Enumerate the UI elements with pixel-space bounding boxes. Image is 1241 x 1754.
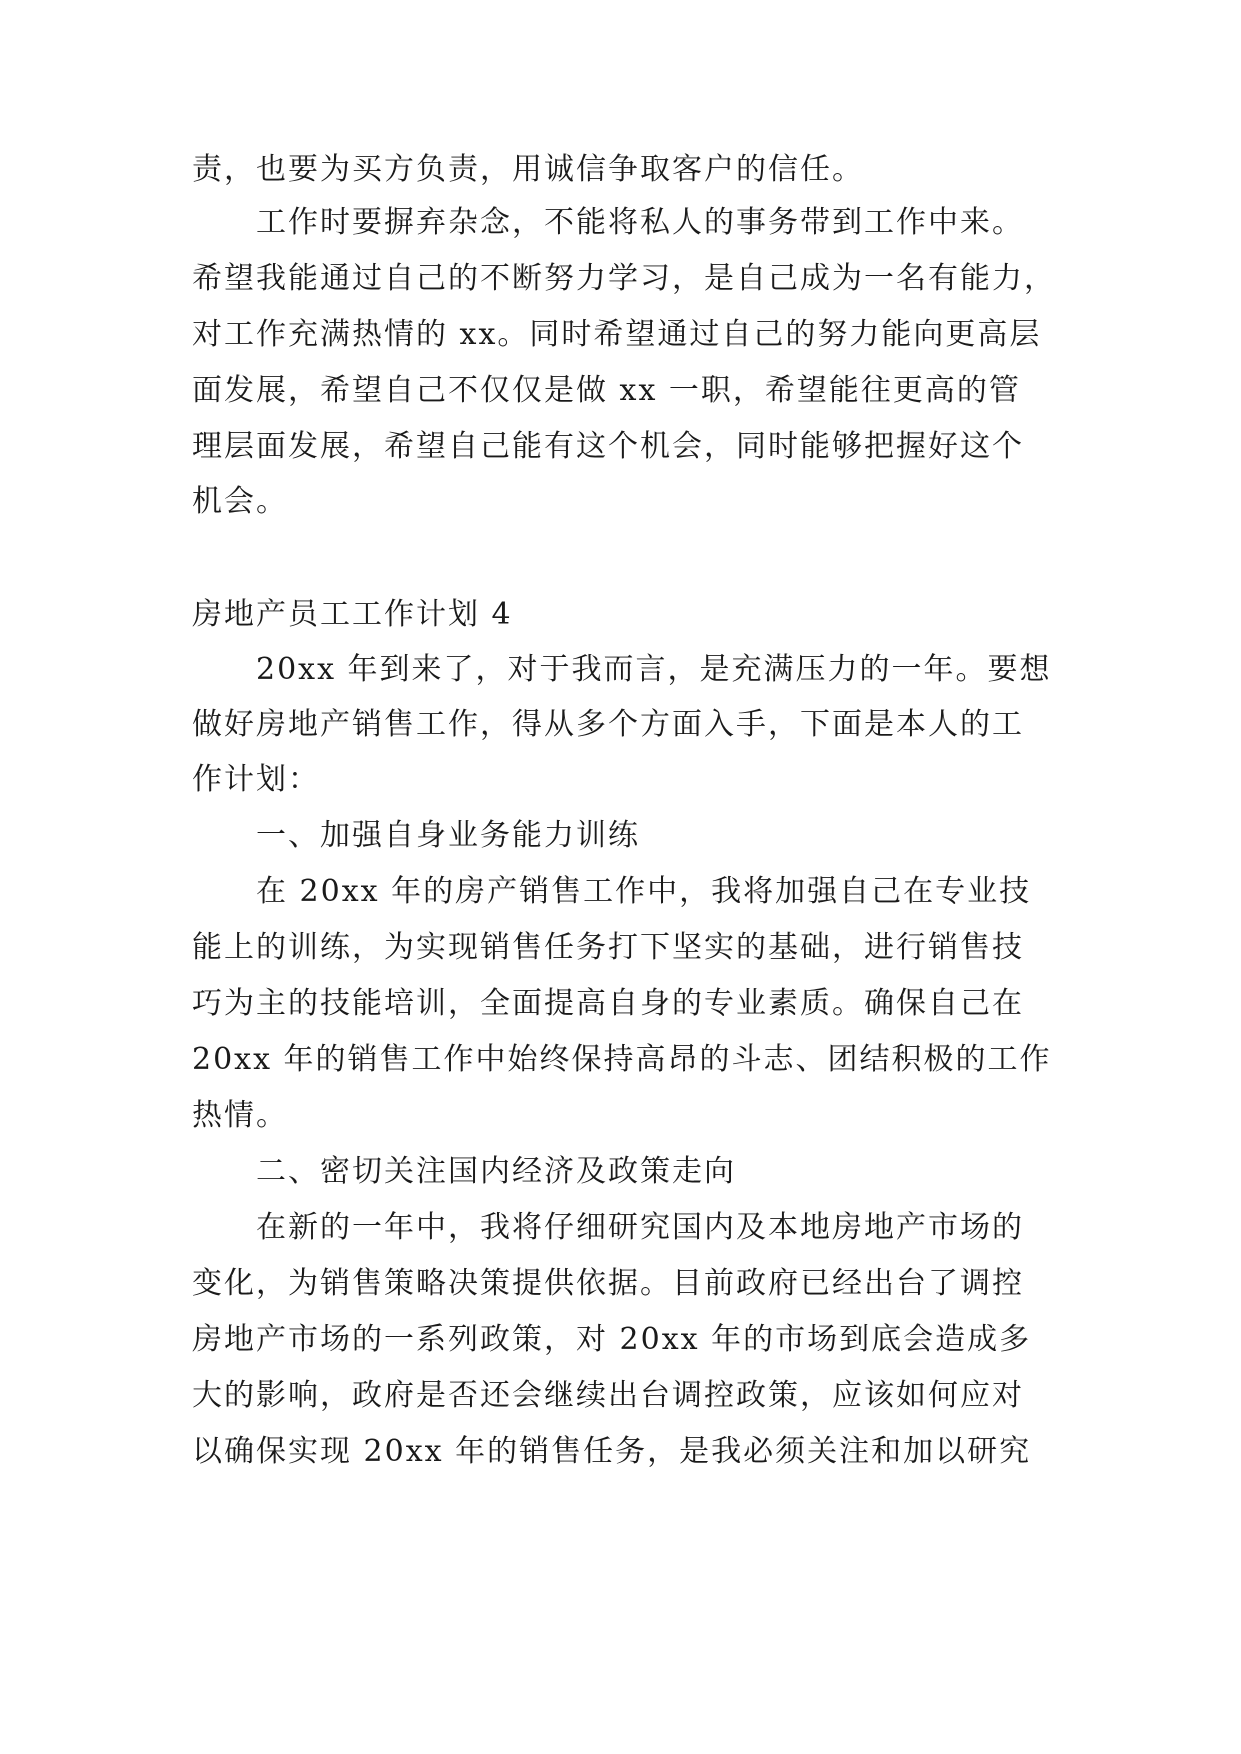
- text-line: 作计划：: [192, 762, 320, 797]
- text-line: 变化，为销售策略决策提供依据。目前政府已经出台了调控: [192, 1266, 1024, 1301]
- text-line: 机会。: [192, 484, 288, 519]
- text-line: 理层面发展，希望自己能有这个机会，同时能够把握好这个: [192, 429, 1024, 464]
- text-line: 做好房地产销售工作，得从多个方面入手，下面是本人的工: [192, 707, 1024, 742]
- text-line: 房地产市场的一系列政策，对 20xx 年的市场到底会造成多: [192, 1322, 1032, 1357]
- text-line: 责，也要为买方负责，用诚信争取客户的信任。: [192, 152, 864, 187]
- subheading: 二、密切关注国内经济及政策走向: [256, 1154, 736, 1189]
- text-line: 在新的一年中，我将仔细研究国内及本地房地产市场的: [256, 1210, 1024, 1245]
- text-line: 在 20xx 年的房产销售工作中，我将加强自己在专业技: [256, 874, 1032, 909]
- subheading: 一、加强自身业务能力训练: [256, 818, 640, 853]
- text-line: 大的影响，政府是否还会继续出台调控政策，应该如何应对: [192, 1378, 1024, 1413]
- text-line: 面发展，希望自己不仅仅是做 xx 一职，希望能往更高的管: [192, 373, 1021, 408]
- text-line: 巧为主的技能培训，全面提高自身的专业素质。确保自己在: [192, 986, 1024, 1021]
- text-line: 20xx 年的销售工作中始终保持高昂的斗志、团结积极的工作: [192, 1042, 1052, 1077]
- text-line: 对工作充满热情的 xx。同时希望通过自己的努力能向更高层: [192, 317, 1042, 352]
- text-line: 能上的训练，为实现销售任务打下坚实的基础，进行销售技: [192, 930, 1024, 965]
- text-line: 热情。: [192, 1098, 288, 1133]
- section-heading: 房地产员工工作计划 4: [192, 597, 513, 632]
- text-line: 20xx 年到来了，对于我而言，是充满压力的一年。要想: [256, 652, 1052, 687]
- text-line: 工作时要摒弃杂念，不能将私人的事务带到工作中来。: [256, 205, 1024, 240]
- text-line: 以确保实现 20xx 年的销售任务，是我必须关注和加以研究: [192, 1434, 1032, 1469]
- text-line: 希望我能通过自己的不断努力学习，是自己成为一名有能力，: [192, 261, 1056, 296]
